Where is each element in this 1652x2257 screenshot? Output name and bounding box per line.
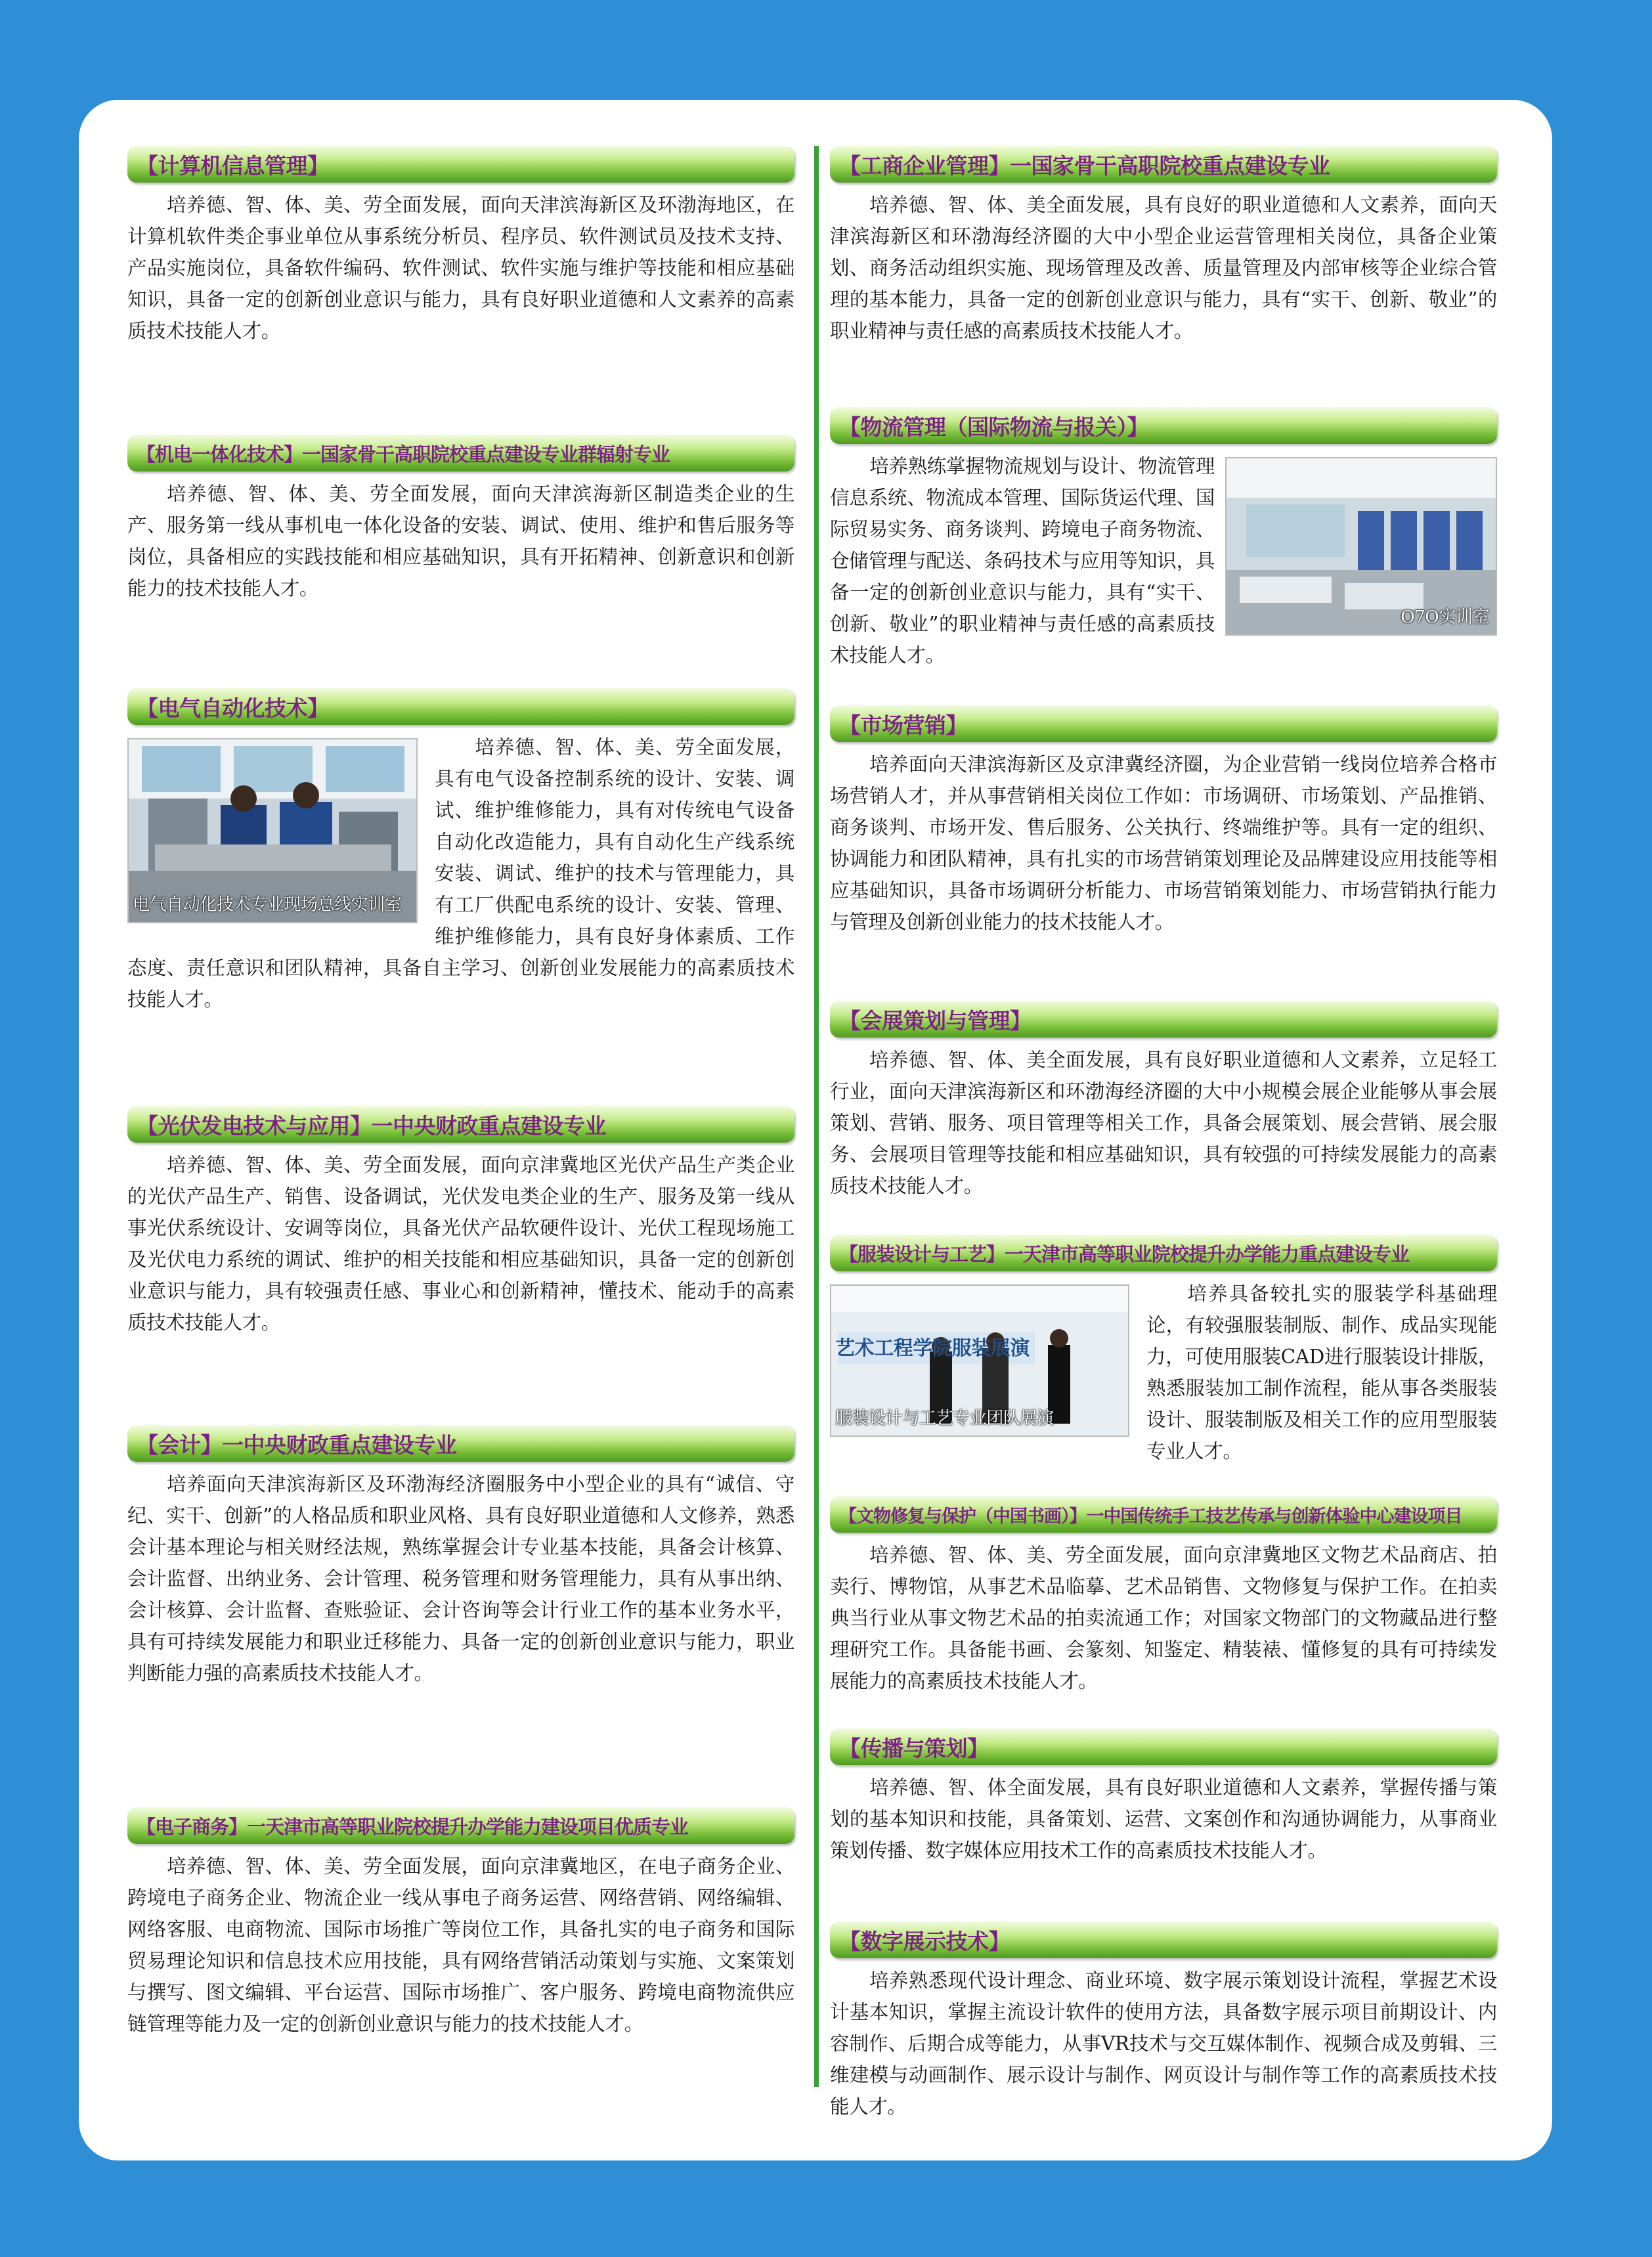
section-business-management bbox=[830, 146, 1497, 347]
section-accounting bbox=[127, 1425, 794, 1689]
section-header bbox=[127, 435, 794, 471]
section-body-wrap bbox=[830, 1278, 1497, 1467]
section-title: 【电气自动化技术】 bbox=[137, 695, 329, 721]
section-marketing bbox=[830, 705, 1497, 938]
photo-caption: O7O实训室 bbox=[1401, 607, 1489, 627]
photo-caption: 服装设计与工艺专业团队展演 bbox=[835, 1409, 1054, 1428]
section-title: 【市场营销】 bbox=[839, 712, 967, 738]
section-title: 【文物修复与保护（中国书画）】一中国传统手工技艺传承与创新体验中心建设项目 bbox=[839, 1506, 1462, 1527]
section-header bbox=[127, 146, 794, 183]
left-column bbox=[127, 0, 794, 2257]
section-body-wrap bbox=[830, 450, 1497, 671]
section-title: 【电子商务】一天津市高等职业院校提升办学能力建设项目优质专业 bbox=[137, 1815, 689, 1838]
section-body: 培养德、智、体、美、劳全面发展，面向京津冀地区，在电子商务企业、跨境电子商务企业、物流企业一线从事电子商务运营、网络营销、网络编辑、网络客服、电商物流、国际市场推广等岗位工作，具备扎实的电子商务和国际贸易理论知识和信息技术应用技能，具有网络营销活动策划与实施、文案策划与撰写、图文编辑、平台运营、国际市场推广、客户服务、跨境电商物流供应链管理等能力及一定的创新创业意识与能力的技术技能人才。 bbox=[127, 1855, 794, 2035]
section-header bbox=[830, 407, 1497, 444]
section-body: 培养德、智、体、美全面发展，具有良好职业道德和人文素养，立足轻工行业，面向天津滨海新区和环渤海经济圈的大中小规模会展企业能够从事会展策划、营销、服务、项目管理等相关工作，具备会展策划、展会营销、展会服务、会展项目管理等技能和相应基础知识，具有较强的可持续发展能力的高素质技术技能人才。 bbox=[830, 1049, 1497, 1197]
section-header bbox=[127, 688, 794, 725]
section-header bbox=[830, 146, 1497, 183]
section-logistics bbox=[830, 407, 1497, 671]
section-title: 【机电一体化技术】一国家骨干高职院校重点建设专业群辐射专业 bbox=[137, 443, 670, 466]
section-header bbox=[830, 1001, 1497, 1038]
section-body: 培养德、智、体、美、劳全面发展，面向天津滨海新区制造类企业的生产、服务第一线从事机电一体化设备的安装、调试、使用、维护和售后服务等岗位，具备相应的实践技能和相应基础知识，具有开拓精神、创新意识和创新能力的技术技能人才。 bbox=[127, 483, 794, 600]
section-title: 【服装设计与工艺】一天津市高等职业院校提升办学能力重点建设专业 bbox=[839, 1242, 1410, 1265]
section-mechatronics bbox=[127, 435, 794, 604]
section-body: 培养德、智、体、美全面发展，具有良好的职业道德和人文素养，面向天津滨海新区和环渤海经济圈的大中小型企业运营管理相关岗位，具备企业策划、商务活动组织实施、现场管理及改善、质量管理及内部审核等企业综合管理的基本能力，具备一定的创新创业意识与能力，具有“实干、创新、敬业”的职业精神与责任感的高素质技术技能人才。 bbox=[830, 194, 1497, 342]
section-fashion-design bbox=[830, 1235, 1497, 1467]
section-title: 【数字展示技术】 bbox=[839, 1928, 1010, 1954]
section-body: 培养德、智、体、美、劳全面发展，具有电气设备控制系统的设计、安装、调试、维护维修能力，具有对传统电气设备自动化改造能力，具有自动化生产线系统安装、调试、维护的技术与管理能力，具有工厂供配电系统的设计、安装、管理、维护维修能力，具有良好身体素质、工作态度、责任意识和团队精神，具备自主学习、创新创业发展能力的高素质技术技能人才。 bbox=[127, 736, 794, 1011]
photo-banner: 艺术工程学院服装展演 bbox=[835, 1337, 1030, 1360]
section-computer-info-management bbox=[127, 146, 794, 347]
section-exhibition bbox=[830, 1001, 1497, 1202]
section-header bbox=[127, 1106, 794, 1143]
section-title: 【物流管理（国际物流与报关）】 bbox=[839, 414, 1148, 440]
section-photovoltaic bbox=[127, 1106, 794, 1338]
section-body: 培养面向天津滨海新区及京津冀经济圈，为企业营销一线岗位培养合格市场营销人才，并从事营销相关岗位工作如：市场调研、市场策划、产品推销、商务谈判、市场开发、售后服务、公关执行、终端维护等。具有一定的组织、协调能力和团队精神，具有扎实的市场营销策划理论及品牌建设应用技能等相应基础知识，具备市场调研分析能力、市场营销策划能力、市场营销执行能力与管理及创新创业能力的技术技能人才。 bbox=[830, 753, 1497, 933]
section-e-commerce bbox=[127, 1807, 794, 2040]
section-title: 【会计】一中央财政重点建设专业 bbox=[137, 1432, 457, 1458]
section-header bbox=[127, 1425, 794, 1462]
section-body: 培养德、智、体全面发展，具有良好职业道德和人文素养，掌握传播与策划的基本知识和技能，具备策划、运营、文案创作和沟通协调能力，从事商业策划传播、数字媒体应用技术工作的高素质技术技能人才。 bbox=[830, 1776, 1497, 1862]
section-title: 【计算机信息管理】 bbox=[137, 152, 329, 179]
section-cultural-relic-restoration bbox=[830, 1496, 1497, 1697]
section-body: 培养面向天津滨海新区及环渤海经济圈服务中小型企业的具有“诚信、守纪、实干、创新”的人格品质和职业风格、具有良好职业道德和人文修养，熟悉会计基本理论与相关财经法规，熟练掌握会计专业基本技能，具备会计核算、会计监督、出纳业务、会计管理、税务管理和财务管理能力，具有从事出纳、会计核算、会计监督、查账验证、会计咨询等会计行业工作的基本业务水平，具有可持续发展能力和职业迁移能力、具备一定的创新创业意识与能力，职业判断能力强的高素质技术技能人才。 bbox=[127, 1473, 794, 1684]
section-electrical-automation bbox=[127, 688, 794, 1015]
section-title: 【会展策划与管理】 bbox=[839, 1007, 1032, 1034]
section-body: 培养德、智、体、美、劳全面发展，面向京津冀地区光伏产品生产类企业的光伏产品生产、销售、设备调试，光伏发电类企业的生产、服务及第一线从事光伏系统设计、安调等岗位，具备光伏产品软硬件设计、光伏工程现场施工及光伏电力系统的调试、维护的相关技能和相应基础知识，具备一定的创新创业意识与能力，具有较强责任感、事业心和创新精神，懂技术、能动手的高素质技术技能人才。 bbox=[127, 1154, 794, 1334]
section-title: 【传播与策划】 bbox=[839, 1735, 989, 1761]
section-header bbox=[830, 1921, 1497, 1958]
section-header bbox=[127, 1807, 794, 1844]
fashion-show-photo bbox=[830, 1284, 1129, 1437]
training-room-photo bbox=[127, 738, 418, 923]
photo-caption: 电气自动化技术专业现场总线实训室 bbox=[133, 895, 402, 915]
section-header bbox=[830, 1496, 1497, 1533]
column-divider bbox=[814, 146, 819, 2087]
section-body-wrap bbox=[127, 732, 794, 1015]
section-body: 培养德、智、体、美、劳全面发展，面向京津冀地区文物艺术品商店、拍卖行、博物馆，从事艺术品临摹、艺术品销售、文物修复与保护工作。在拍卖典当行业从事文物艺术品的拍卖流通工作；对国家文物部门的文物藏品进行整理研究工作。具备能书画、会篆刻、知鉴定、精装裱、懂修复的具有可持续发展能力的高素质技术技能人才。 bbox=[830, 1544, 1497, 1692]
section-body: 培养具备较扎实的服装学科基础理论，有较强服装制版、制作、成品实现能力，可使用服装CAD进行服装设计排版，熟悉服装加工制作流程，能从事各类服装设计、服装制版及相关工作的应用型服装专业人才。 bbox=[1146, 1282, 1497, 1462]
section-title: 【工商企业管理】一国家骨干高职院校重点建设专业 bbox=[839, 152, 1330, 179]
section-digital-display bbox=[830, 1921, 1497, 2122]
section-header bbox=[830, 705, 1497, 742]
section-body: 培养熟悉现代设计理念、商业环境、数字展示策划设计流程，掌握艺术设计基本知识，掌握主流设计软件的使用方法，具备数字展示项目前期设计、内容制作、后期合成等能力，从事VR技术与交互媒体制作、视频合成及剪辑、三维建模与动画制作、展示设计与制作、网页设计与制作等工作的高素质技术技能人才。 bbox=[830, 1969, 1497, 2118]
right-column bbox=[830, 0, 1497, 2257]
section-body: 培养熟练掌握物流规划与设计、物流管理信息系统、物流成本管理、国际货运代理、国际贸易实务、商务谈判、跨境电子商务物流、仓储管理与配送、条码技术与应用等知识，具备一定的创新创业意识与能力，具有“实干、创新、敬业”的职业精神与责任感的高素质技术技能人才。 bbox=[830, 455, 1215, 667]
section-header bbox=[830, 1235, 1497, 1271]
section-title: 【光伏发电技术与应用】一中央财政重点建设专业 bbox=[137, 1112, 606, 1139]
section-body: 培养德、智、体、美、劳全面发展，面向天津滨海新区及环渤海地区，在计算机软件类企事业单位从事系统分析员、程序员、软件测试员及技术支持、产品实施岗位，具备软件编码、软件测试、软件实施与维护等技能和相应基础知识，具备一定的创新创业意识与能力，具有良好职业道德和人文素养的高素质技术技能人才。 bbox=[127, 194, 794, 342]
section-header bbox=[830, 1728, 1497, 1765]
section-communication-planning bbox=[830, 1728, 1497, 1866]
o7o-room-photo bbox=[1225, 457, 1497, 636]
